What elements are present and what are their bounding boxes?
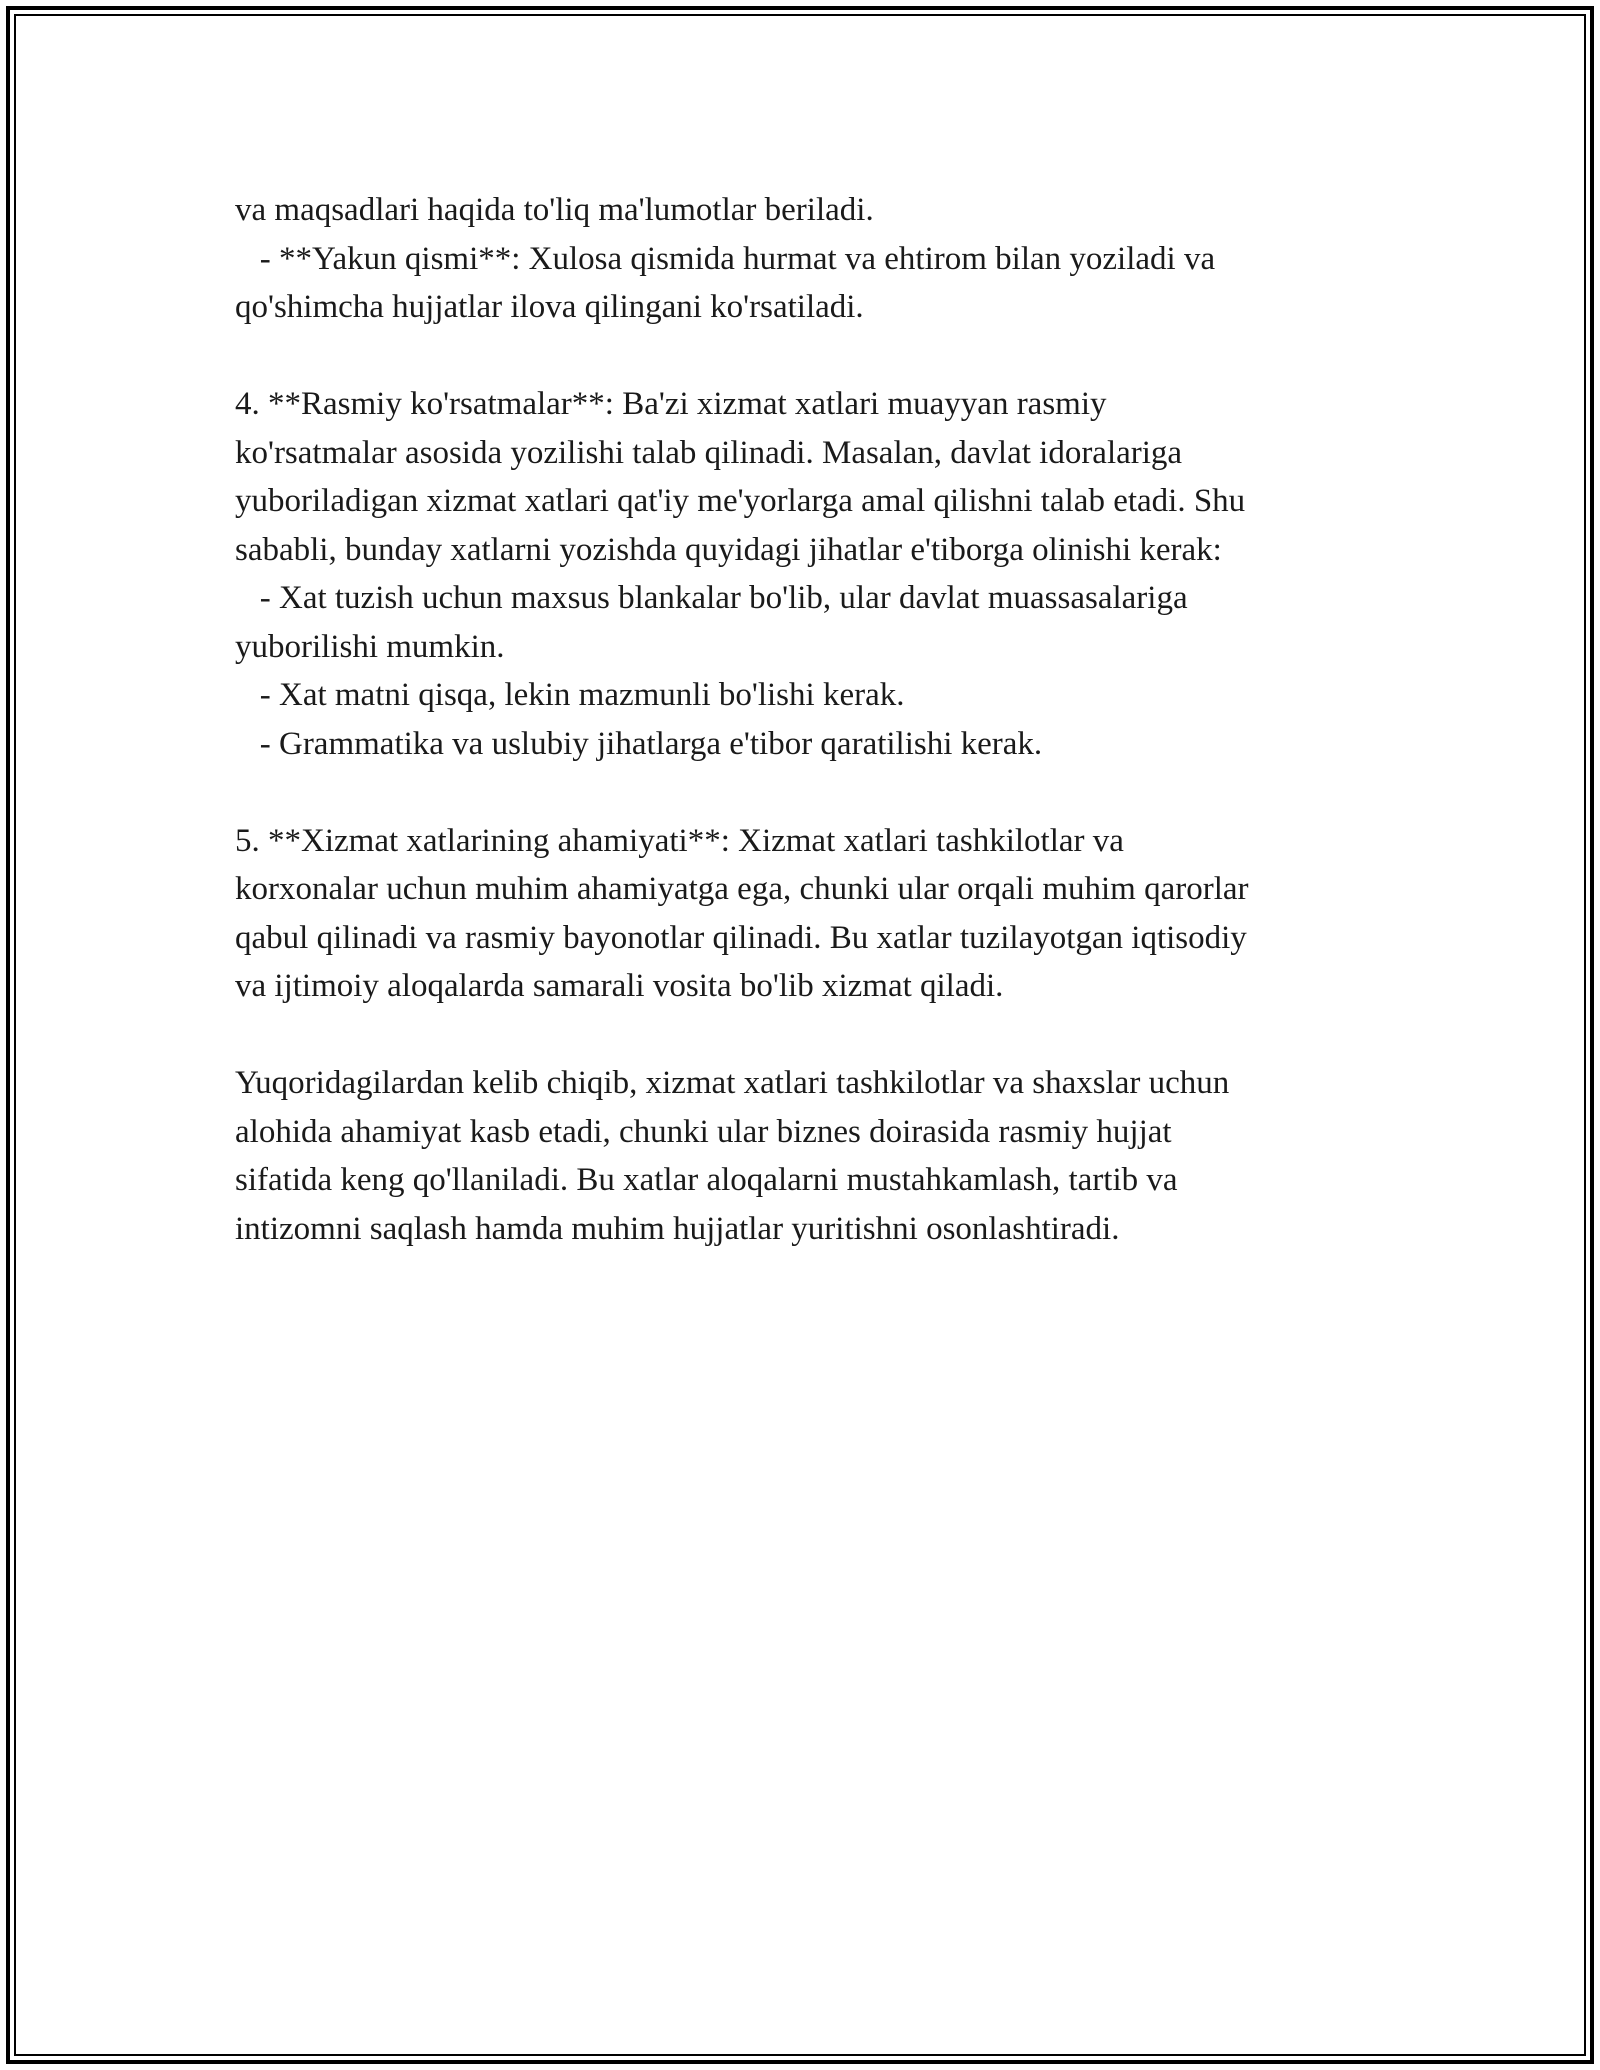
text-line: - Xat tuzish uchun maxsus blankalar bo'lib, ular davlat muassasalariga <box>235 580 1188 616</box>
text-line: - **Yakun qismi**: Xulosa qismida hurmat va ehtirom bilan yoziladi va <box>235 240 1216 277</box>
text-line: qo'shimcha hujjatlar ilova qilingani ko'rsatiladi. <box>235 289 864 325</box>
text-line: yuborilishi mumkin. <box>235 628 505 665</box>
text-line: yuboriladigan xizmat xatlari qat'iy me'yorlarga amal qilishni talab etadi. Shu <box>235 483 1246 519</box>
text-line: - Xat matni qisqa, lekin mazmunli bo'lishi kerak. <box>235 677 905 713</box>
paragraph-conclusion <box>235 1059 1415 1253</box>
text-line: va ijtimoiy aloqalarda samarali vosita bo'lib xizmat qiladi. <box>235 968 1004 1004</box>
text-line: - Grammatika va uslubiy jihatlarga e'tibor qaratilishi kerak. <box>235 725 1043 762</box>
text-line: korxonalar uchun muhim ahamiyatga ega, chunki ular orqali muhim qarorlar <box>235 871 1249 907</box>
text-line: 5. **Xizmat xatlarining ahamiyati**: Xizmat xatlari tashkilotlar va <box>235 822 1124 859</box>
paragraph-section-5 <box>235 817 1415 1011</box>
text-line: intizomni saqlash hamda muhim hujjatlar yuritishni osonlashtiradi. <box>235 1210 1120 1247</box>
paragraph-intro-continuation <box>235 186 1415 332</box>
text-line: alohida ahamiyat kasb etadi, chunki ular biznes doirasida rasmiy hujjat <box>235 1113 1172 1150</box>
text-line: 4. **Rasmiy ko'rsatmalar**: Ba'zi xizmat xatlari muayyan rasmiy <box>235 386 1107 422</box>
text-line: sababli, bunday xatlarni yozishda quyidagi jihatlar e'tiborga olinishi kerak: <box>235 531 1222 568</box>
text-line: va maqsadlari haqida to'liq ma'lumotlar beriladi. <box>235 192 874 228</box>
document-body <box>235 186 1415 1253</box>
text-line: sifatida keng qo'llaniladi. Bu xatlar aloqalarni mustahkamlash, tartib va <box>235 1162 1178 1198</box>
paragraph-spacer <box>235 1011 1415 1060</box>
text-line: ko'rsatmalar asosida yozilishi talab qilinadi. Masalan, davlat idoralariga <box>235 434 1183 471</box>
paragraph-spacer <box>235 768 1415 817</box>
paragraph-spacer <box>235 332 1415 381</box>
text-line: Yuqoridagilardan kelib chiqib, xizmat xatlari tashkilotlar va shaxslar uchun <box>235 1065 1230 1101</box>
text-line: qabul qilinadi va rasmiy bayonotlar qilinadi. Bu xatlar tuzilayotgan iqtisodiy <box>235 919 1247 956</box>
paragraph-section-4 <box>235 380 1415 768</box>
